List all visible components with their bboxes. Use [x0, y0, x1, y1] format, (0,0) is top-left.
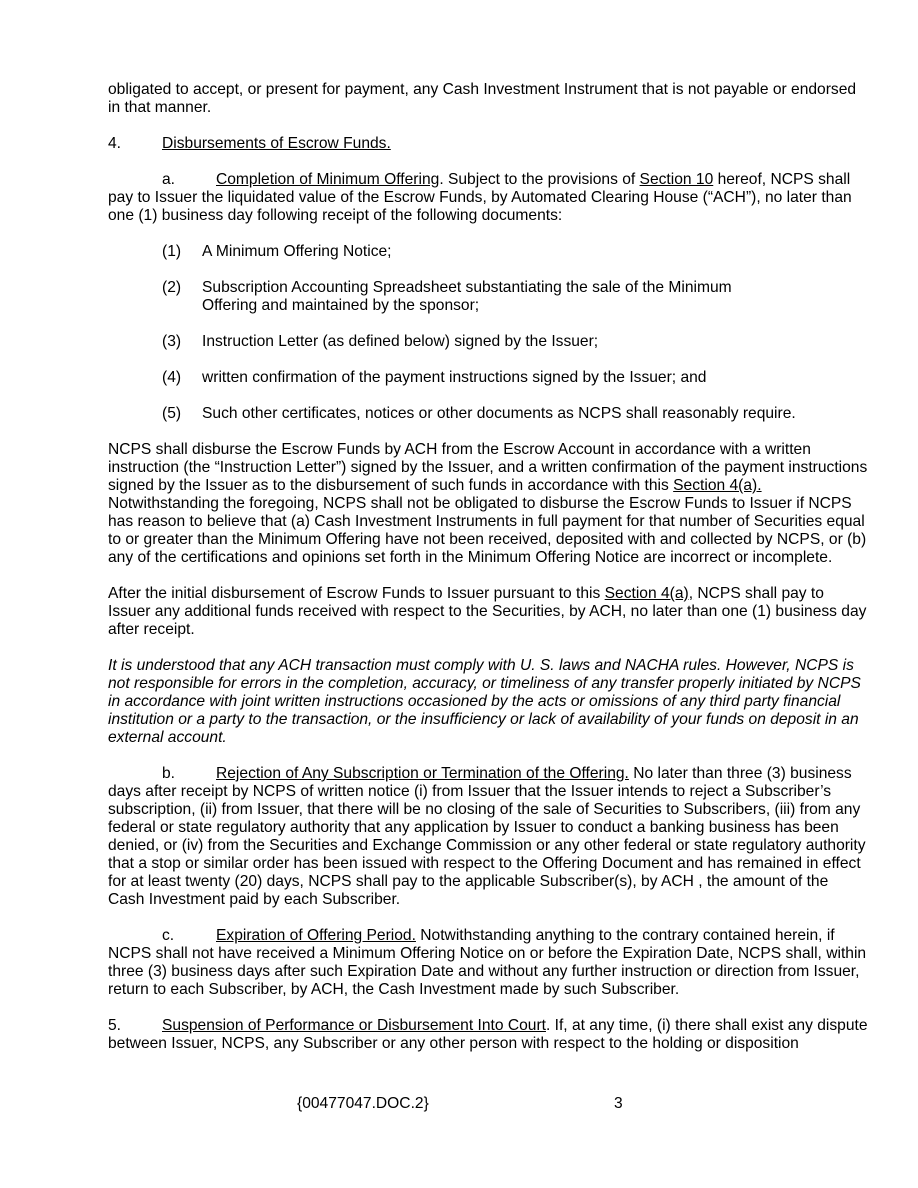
subsection-title: Rejection of Any Subscription or Termination of the Offering.	[216, 765, 629, 782]
subsection-a: a. Completion of Minimum Offering. Subject to the provisions of Section 10 hereof, NCPS shall pay to Issuer the liquidated value of the Escrow Funds, by Automated Clearing House (“ACH”), no later than one (1) business day following receipt of the following documents:	[108, 171, 852, 224]
continuation-paragraph: obligated to accept, or present for payment, any Cash Investment Instrument that is not payable or endorsed in that manner.	[108, 81, 857, 116]
list-item: (3) Instruction Letter (as defined below) signed by the Issuer;	[162, 333, 599, 350]
document-id: {00477047.DOC.2}	[297, 1095, 429, 1112]
section-reference: Section 4(a).	[673, 477, 762, 494]
list-item: (1) A Minimum Offering Notice;	[162, 243, 392, 260]
list-item: (2) Subscription Accounting Spreadsheet substantiating the sale of the Minimum Offering and maintained by the sponsor;	[162, 279, 732, 314]
subsection-title: Expiration of Offering Period.	[216, 927, 416, 944]
subsection-letter: c.	[162, 927, 175, 944]
disbursement-paragraph: NCPS shall disburse the Escrow Funds by ACH from the Escrow Account in accordance with a written instruction (the “Instruction Letter”) signed by the Issuer, and a written confirmation of the payment instructions signed by the Issuer as to the disbursement of such funds in accordance with this Section 4(a). Notwithstanding the foregoing, NCPS shall not be obligated to disburse the Escrow Funds to Issuer if NCPS has reason to believe that (a) Cash Investment Instruments in full payment for that number of Securities equal to or greater than the Minimum Offering have not been received, deposited with and collected by NCPS, or (b) any of the certifications and opinions set forth in the Minimum Offering Notice are incorrect or incomplete.	[108, 441, 868, 566]
subsection-letter: a.	[162, 171, 176, 188]
subsection-b: b. Rejection of Any Subscription or Termination of the Offering. No later than three (3) business days after receipt by NCPS of written notice (i) from Issuer that the Issuer intends to reject a Subscriber’s subscription, (ii) from Issuer, that there will be no closing of the sale of Securities to Subscribers, (iii) from any federal or state regulatory authority that any application by Issuer to conduct a banking business has been denied, or (iv) from the Securities and Exchange Commission or any other federal or state regulatory authority that a stop or similar order has been issued with respect to the Offering Document and has remained in effect for at least twenty (20) days, NCPS shall pay to the applicable Subscriber(s), by ACH , the amount of the Cash Investment paid by each Subscriber.	[108, 765, 866, 908]
section-4-heading	[108, 135, 868, 153]
section-reference: Section 10	[639, 171, 714, 188]
section-reference: Section 4(a),	[604, 585, 694, 602]
ach-disclaimer-paragraph: It is understood that any ACH transaction must comply with U. S. laws and NACHA rules. However, NCPS is not responsible for errors in the completion, accuracy, or timeliness of any transfer properly initiated by NCPS in accordance with joint written instructions occasioned by the acts or omissions of any third party financial institution or a party to the transaction, or the insufficiency or lack of availability of your funds on deposit in an external account.	[108, 657, 861, 746]
section-5-paragraph: 5. Suspension of Performance or Disbursement Into Court. If, at any time, (i) there shall exist any dispute between Issuer, NCPS, any Subscriber or any other person with respect to the holding or disposition	[108, 1017, 868, 1052]
section-number: 5.	[108, 1017, 122, 1034]
section-title: Suspension of Performance or Disbursement Into Court	[162, 1017, 546, 1034]
additional-funds-paragraph: After the initial disbursement of Escrow Funds to Issuer pursuant to this Section 4(a), NCPS shall pay to Issuer any additional funds received with respect to the Securities, by ACH, no later than one (1) business day after receipt.	[108, 585, 867, 638]
subsection-title: Completion of Minimum Offering	[216, 171, 440, 188]
section-number: 4.	[108, 135, 122, 152]
document-body	[108, 81, 868, 1071]
list-item: (4) written confirmation of the payment instructions signed by the Issuer; and	[162, 369, 707, 386]
section-title: Disbursements of Escrow Funds.	[162, 135, 391, 152]
list-item: (5) Such other certificates, notices or other documents as NCPS shall reasonably require.	[162, 405, 796, 422]
subsection-c: c. Expiration of Offering Period. Notwithstanding anything to the contrary contained herein, if NCPS shall not have received a Minimum Offering Notice on or before the Expiration Date, NCPS shall, within three (3) business days after such Expiration Date and without any further instruction or direction from Issuer, return to each Subscriber, by ACH, the Cash Investment made by such Subscriber.	[108, 927, 867, 998]
subsection-letter: b.	[162, 765, 176, 782]
page-number: 3	[614, 1095, 623, 1112]
